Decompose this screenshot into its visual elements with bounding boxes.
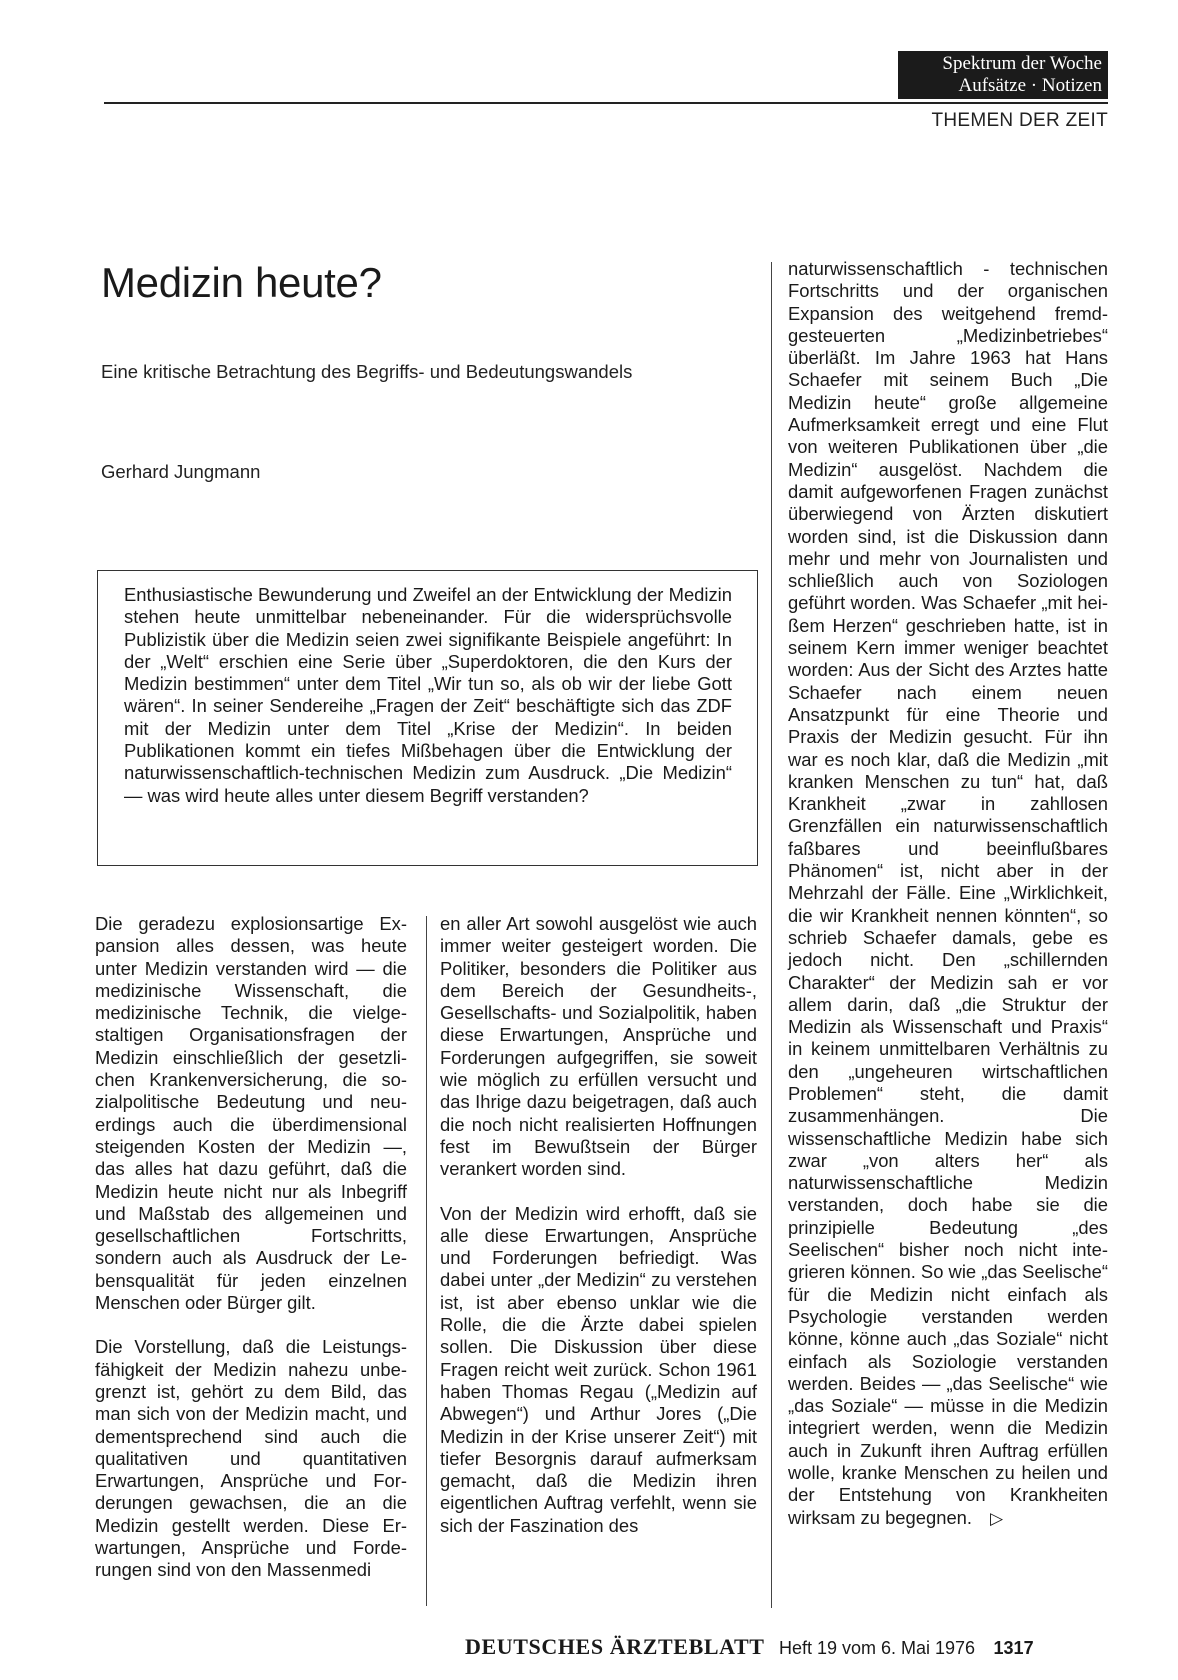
section-label-line1: Spektrum der Woche (942, 53, 1102, 74)
body-paragraph (788, 258, 1108, 1530)
body-paragraph: en aller Art sowohl ausgelöst wie auch immer weiter gesteigert worden. Die Politiker, besonders die Politiker aus dem Bereich der Gesundheits-, Gesellschafts- und Sozialpolitik, haben diese Erwartungen, Ansprüche und Forderungen aufgegriffen, sie soweit wie möglich zu erfüllen versucht und das Ihrige dazu beigetragen, daß auch die noch nicht realisierten Hoffnungen fest im Bewußtsein der Bürger verankert worden sind. (440, 913, 757, 1180)
section-label-box (898, 51, 1108, 99)
body-paragraph-text: naturwissenschaftlich - technischen Fortschritts und der organischen Expansion des weitgehend fremdgesteuerten „Medizinbetriebes“ überläßt. Im Jahre 1963 hat Hans Schaefer mit seinem Buch „Die Medizin heute“ große allgemeine Aufmerksamkeit erregt und eine Flut von weiteren Publikationen über „die Medizin“ ausgelöst. Nachdem die damit aufgeworfenen Fragen zunächst überwiegend von Ärzten diskutiert worden sind, ist die Diskussion dann mehr und mehr von Journalisten und schließlich auch von Soziologen geführt worden. Was Schaefer „mit heißem Herzen“ geschrieben hatte, ist in seinem Kern immer weniger beachtet worden: Aus der Sicht des Arztes hatte Schaefer nach einem neuen Ansatzpunkt für eine Theorie und Praxis der Medizin gesucht. Für ihn war es noch klar, daß die Medizin „mit kranken Menschen zu tun“ hat, daß Krankheit „zwar in zahllosen Grenzfällen ein naturwissenschaftlich faßbares und beeinflußbares Phänomen“ ist, nicht aber in der Mehrzahl der Fälle. Eine „Wirklichkeit, die wir Krankheit nennen könnten“, so schrieb Schaefer damals, gebe es jedoch nicht. Den „schillernden Charakter“ der Medizin sah er vor allem darin, daß „die Struktur der Medizin als Wissenschaft und Praxis“ in keinem unmittelbaren Verhältnis zu den „ungeheuren wirtschaftlichen Problemen“ steht, die damit zusammenhängen. Die wissenschaftliche Medizin habe sich zwar „von alters her“ als naturwissenschaftliche Medizin verstanden, doch habe sie die prinzipielle Bedeutung „des Seelischen“ bisher noch nicht integrieren können. So wie „das Seelische“ für die Medizin nicht einfach als Psychologie verstanden werden könne, könne auch „das Soziale“ nicht einfach als Soziologie verstanden werden. Beides — „das Seelische“ wie „das Soziale“ — müsse in die Medizin integriert werden, wenn die Medizin auch in Zukunft ihren Auftrag erfüllen wolle, kranke Menschen zu heilen und der Entstehung von Krankheiten wirksam zu begegnen. (788, 258, 1108, 1528)
article-subtitle: Eine kritische Betrachtung des Begriffs- und Bedeutungswandels (101, 361, 633, 382)
page-number: 1317 (993, 1638, 1034, 1658)
header-rule (104, 102, 1108, 104)
body-column-3 (788, 258, 1108, 1530)
body-column-1 (95, 913, 407, 1582)
article-title: Medizin heute? (101, 259, 382, 306)
continue-arrow-icon: ▷ (990, 1508, 1004, 1528)
column-divider (426, 916, 427, 1606)
issue-info: Heft 19 vom 6. Mai 1976 (778, 1638, 976, 1658)
body-paragraph: Von der Medizin wird erhofft, daß sie alle diese Erwartungen, Ansprüche und Forderungen befriedigt. Was dabei unter „der Medizin“ zu verstehen ist, ist aber ebenso unklar wie die Rolle, die die Ärzte dabei spielen sollen. Die Diskussion über diese Fragen reicht weit zurück. Schon 1961 haben Thomas Regau („Medizin auf Abwegen“) und Arthur Jores („Die Medizin in der Krise unserer Zeit“) mit tiefer Besorgnis darauf aufmerksam gemacht, daß die Medizin ihren eigentlichen Auftrag verfehlt, wenn sie sich der Faszination des (440, 1202, 757, 1536)
rubric: THEMEN DER ZEIT (931, 110, 1108, 131)
article-author: Gerhard Jungmann (101, 461, 261, 482)
abstract-text: Enthusiastische Bewunderung und Zweifel an der Entwicklung der Medizin stehen heute unmittelbar nebeneinander. Für die widersprüchsvolle Publizistik über die Medizin seien zwei signifikante Beispiele angeführt: In der „Welt“ erschien eine Serie über „Superdoktoren, die den Kurs der Medizin bestimmen“ unter dem Titel „Wir tun so, als ob wir der liebe Gott wären“. In seiner Sendereihe „Fragen der Zeit“ beschäftigte sich das ZDF mit der Medizin unter dem Titel „Krise der Medizin“. In beiden Publikationen kommt ein tiefes Mißbehagen über die Entwicklung der naturwissenschaftlich-technischen Medizin zum Ausdruck. „Die Medizin“ — was wird heute alles unter diesem Begriff verstanden? (124, 584, 732, 806)
body-column-2 (440, 913, 757, 1537)
body-paragraph: Die Vorstellung, daß die Leistungsfähigkeit der Medizin nahezu unbegrenzt ist, gehört zu dem Bild, das man sich von der Medizin macht, und dementsprechend sind auch die qualitativen und quantitativen Erwartungen, Ansprüche und Forderungen gewachsen, die an die Medizin gestellt werden. Diese Erwartungen, Ansprüche und Forderungen sind von den Massenmedi (95, 1336, 407, 1581)
column-divider (771, 262, 772, 1608)
journal-name: DEUTSCHES ÄRZTEBLATT (465, 1634, 765, 1659)
body-paragraph: Die geradezu explosionsartige Expansion alles dessen, was heute unter Medizin verstanden wird — die medizinische Wissenschaft, die medizinische Technik, die vielgestaltigen Organisationsfragen der Medizin einschließlich der gesetzlichen Krankenversicherung, die sozialpolitische Bedeutung und neuerdings auch die überdimensional steigenden Kosten der Medizin —, das alles hat dazu geführt, daß die Medizin heute nicht nur als Inbegriff und Maßstab des allgemeinen und gesellschaftlichen Fortschritts, sondern auch als Ausdruck der Lebensqualität für jeden einzelnen Menschen oder Bürger gilt. (95, 913, 407, 1314)
page-footer (465, 1634, 1034, 1660)
section-label-line2: Aufsätze · Notizen (958, 75, 1102, 96)
